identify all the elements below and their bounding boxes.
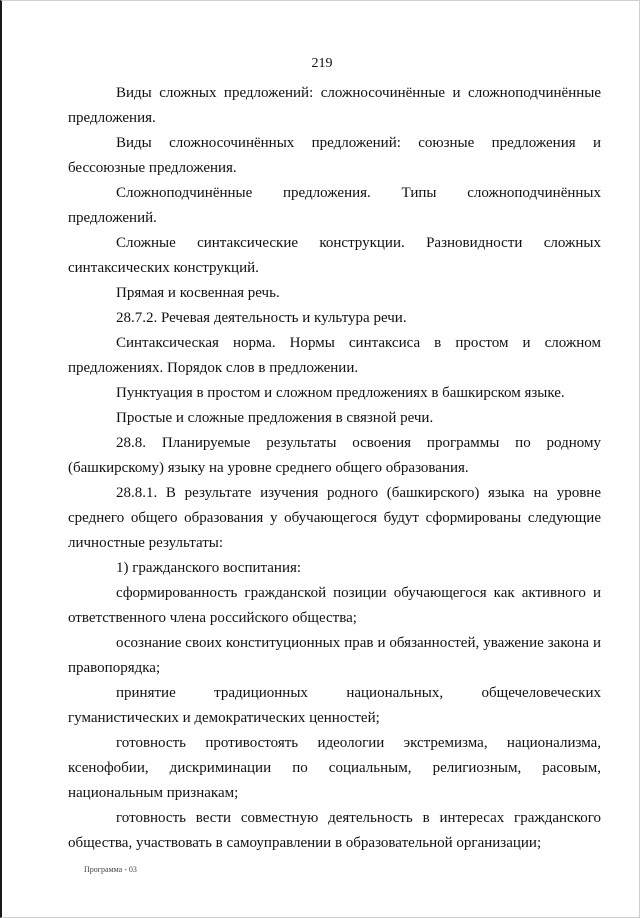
page-number: 219 <box>311 56 333 71</box>
paragraph: готовность противостоять идеологии экстремизма, национализма, ксенофобии, дискриминации по социальным, религиозным, расовым, национальным признакам; <box>68 735 601 801</box>
paragraph: 28.8.1. В результате изучения родного (башкирского) языка на уровне среднего общего образования у обучающегося будут сформированы следующие личностные результаты: <box>68 485 601 551</box>
paragraph: Сложноподчинённые предложения. Типы сложноподчинённых предложений. <box>68 185 601 226</box>
paragraph: Сложные синтаксические конструкции. Разновидности сложных синтаксических конструкций. <box>68 235 601 276</box>
paragraph: 28.8. Планируемые результаты освоения программы по родному (башкирскому) языку на уровне среднего общего образования. <box>68 435 601 476</box>
paragraph: принятие традиционных национальных, общечеловеческих гуманистических и демократических ценностей; <box>68 685 601 726</box>
paragraph: сформированность гражданской позиции обучающегося как активного и ответственного члена российского общества; <box>68 585 601 626</box>
footer-label: Программа - 03 <box>84 865 137 874</box>
paragraph: Простые и сложные предложения в связной речи. <box>116 410 434 426</box>
paragraph: готовность вести совместную деятельность в интересах гражданского общества, участвовать в самоуправлении в образовательной организации; <box>68 810 601 851</box>
paragraph: 1) гражданского воспитания: <box>116 560 302 576</box>
paragraph: Синтаксическая норма. Нормы синтаксиса в простом и сложном предложениях. Порядок слов в предложении. <box>68 335 601 376</box>
paragraph: Прямая и косвенная речь. <box>116 285 280 301</box>
body-text <box>68 81 601 856</box>
paragraph: Виды сложных предложений: сложносочинённые и сложноподчинённые предложения. <box>68 85 601 126</box>
paragraph: 28.7.2. Речевая деятельность и культура речи. <box>116 310 407 326</box>
paragraph: Пунктуация в простом и сложном предложениях в башкирском языке. <box>116 385 565 401</box>
paragraph: Виды сложносочинённых предложений: союзные предложения и бессоюзные предложения. <box>68 135 601 176</box>
paragraph: осознание своих конституционных прав и обязанностей, уважение закона и правопорядка; <box>68 635 601 676</box>
